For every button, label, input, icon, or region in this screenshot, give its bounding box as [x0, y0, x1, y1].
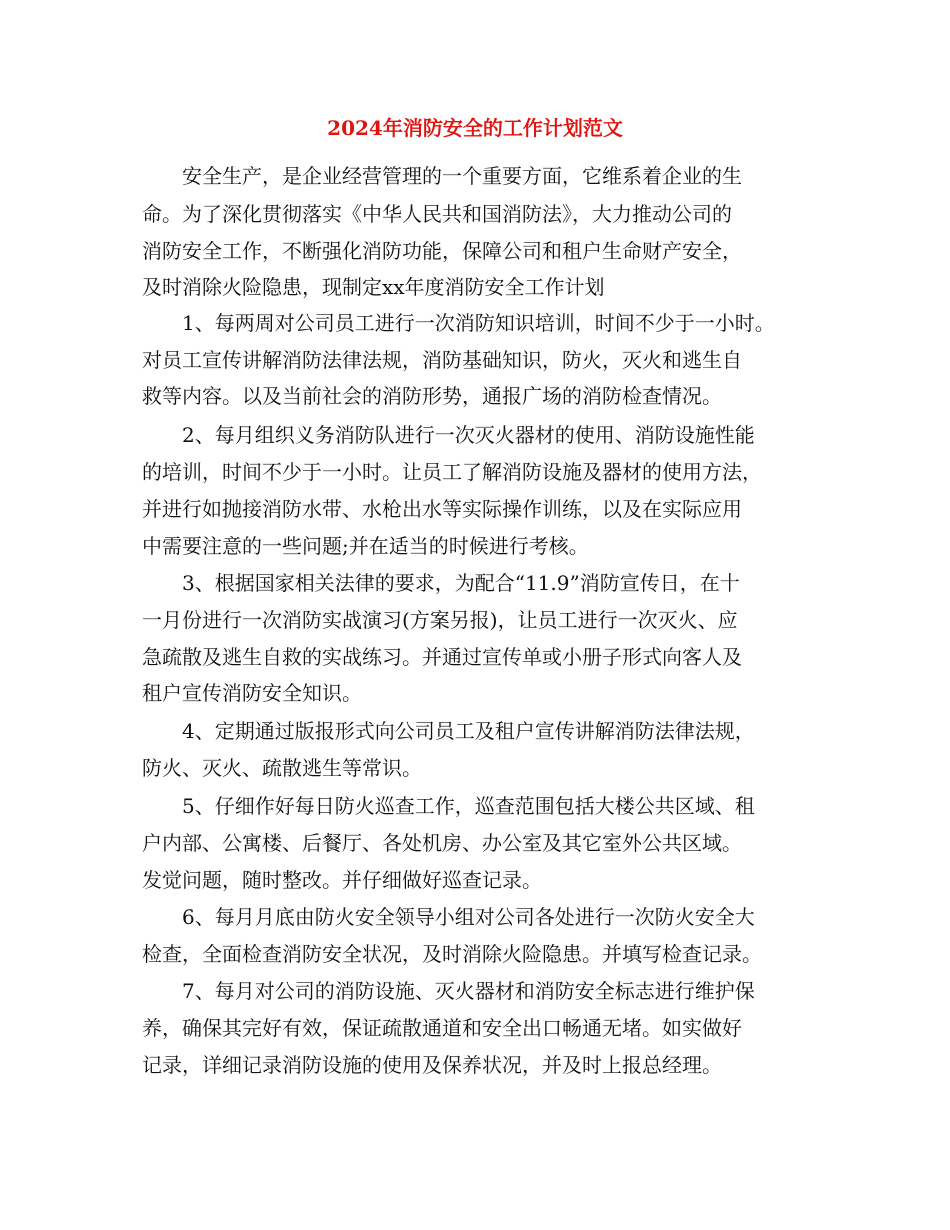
- body-line: 防火、灭火、疏散逃生等常识。: [142, 756, 422, 780]
- body-line: 租户宣传消防安全知识。: [142, 681, 362, 705]
- body-line: 及时消除火险隐患，现制定xx年度消防安全工作计划: [142, 275, 605, 299]
- body-line: 的培训，时间不少于一小时。让员工了解消防设施及器材的使用方法，: [142, 460, 762, 484]
- body-line: 4、定期通过版报形式向公司员工及租户宣传讲解消防法律法规，: [142, 719, 755, 743]
- body-line: 3、根据国家相关法律的要求，为配合“11.9”消防宣传日，在十: [142, 571, 740, 595]
- body-line: 急疏散及逃生自救的实战练习。并通过宣传单或小册子形式向客人及: [142, 645, 742, 669]
- body-line: 户内部、公寓楼、后餐厅、各处机房、办公室及其它室外公共区域。: [142, 831, 742, 855]
- body-line: 并进行如抛接消防水带、水枪出水等实际操作训练，以及在实际应用: [142, 497, 742, 521]
- body-line: 中需要注意的一些问题;并在适当的时候进行考核。: [142, 534, 589, 558]
- body-line: 发觉问题，随时整改。并仔细做好巡查记录。: [142, 868, 542, 892]
- body-line: 养，确保其完好有效，保证疏散通道和安全出口畅通无堵。如实做好: [142, 1016, 742, 1040]
- body-line: 检查，全面检查消防安全状况，及时消除火险隐患。并填写检查记录。: [142, 942, 762, 966]
- body-line: 救等内容。以及当前社会的消防形势，通报广场的消防检查情况。: [142, 384, 722, 408]
- body-line: 命。为了深化贯彻落实《中华人民共和国消防法》，大力推动公司的: [142, 202, 732, 226]
- body-line: 2、每月组织义务消防队进行一次灭火器材的使用、消防设施性能: [142, 423, 755, 447]
- body-line: 7、每月对公司的消防设施、灭火器材和消防安全标志进行维护保: [142, 979, 755, 1003]
- body-line: 6、每月月底由防火安全领导小组对公司各处进行一次防火安全大: [142, 905, 755, 929]
- body-line: 一月份进行一次消防实战演习(方案另报)，让员工进行一次灭火、应: [142, 608, 738, 632]
- body-line: 记录，详细记录消防设施的使用及保养状况，并及时上报总经理。: [142, 1053, 722, 1077]
- body-line: 1、每两周对公司员工进行一次消防知识培训，时间不少于一小时。: [142, 311, 775, 335]
- body-line: 5、仔细作好每日防火巡查工作，巡查范围包括大楼公共区域、租: [142, 794, 755, 818]
- body-line: 对员工宣传讲解消防法律法规，消防基础知识，防火，灭火和逃生自: [142, 348, 742, 372]
- body-line: 消防安全工作，不断强化消防功能，保障公司和租户生命财产安全，: [142, 239, 742, 263]
- body-line: 安全生产，是企业经营管理的一个重要方面，它维系着企业的生: [142, 164, 742, 188]
- document-title: 2024年消防安全的工作计划范文: [327, 116, 623, 140]
